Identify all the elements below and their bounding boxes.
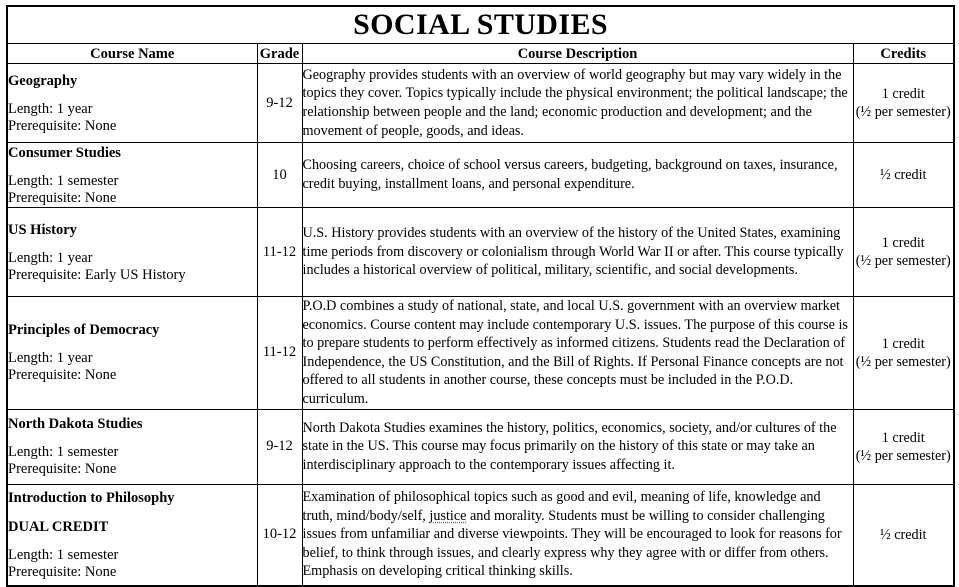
course-grade: 11-12	[257, 208, 302, 297]
spellcheck-marked-word: justice	[429, 507, 467, 524]
description-text: U.S. History provides students with an overview of the history of the United States, examining time periods from discovery or colonialism through World War II or after. This course typically includes a historical overview of political, military, scientific, and social developments.	[302, 225, 844, 279]
course-name-cell	[7, 297, 257, 410]
course-credits	[853, 143, 954, 208]
course-prerequisite: Prerequisite: None	[8, 367, 117, 384]
course-title: Consumer Studies	[8, 144, 121, 161]
title-row	[7, 6, 954, 44]
course-prerequisite: Prerequisite: None	[8, 563, 117, 580]
credit-amount: 1 credit	[881, 335, 925, 352]
course-credits	[853, 297, 954, 410]
course-description	[302, 484, 853, 586]
course-length: Length: 1 year	[8, 249, 93, 266]
social-studies-course-table	[6, 5, 955, 587]
description-text: North Dakota Studies examines the history, politics, economics, society, and/or cultures of the state in the US. This course may focus primarily on the history of this state or may take an interdisciplinary approach to the contemporary issues affecting it.	[302, 419, 837, 473]
description-text-before-mark: Examination of philosophical topics such as good and evil, meaning of life, knowledge and truth, mind/body/self,	[302, 489, 821, 524]
course-description	[302, 143, 853, 208]
course-grade: 10-12	[257, 484, 302, 586]
course-credits	[853, 64, 954, 143]
credit-note: (½ per semester)	[855, 104, 951, 120]
table-row	[7, 484, 954, 586]
course-title: Introduction to Philosophy	[8, 489, 175, 506]
course-description	[302, 208, 853, 297]
column-header-course-description: Course Description	[302, 44, 853, 64]
course-name-cell	[7, 484, 257, 586]
page-title-cell	[7, 6, 954, 44]
credit-amount: 1 credit	[881, 429, 925, 446]
table-row	[7, 208, 954, 297]
course-grade: 10	[257, 143, 302, 208]
course-credits	[853, 208, 954, 297]
course-title: North Dakota Studies	[8, 416, 143, 433]
course-grade: 9-12	[257, 64, 302, 143]
credit-amount: ½ credit	[880, 526, 927, 543]
credit-amount: 1 credit	[881, 235, 925, 251]
course-name-cell	[7, 64, 257, 143]
table-row	[7, 297, 954, 410]
course-name-cell	[7, 208, 257, 297]
credit-note: (½ per semester)	[855, 253, 951, 269]
column-header-grade: Grade	[257, 44, 302, 64]
credit-amount: 1 credit	[881, 86, 925, 102]
table-row	[7, 143, 954, 208]
table-row	[7, 409, 954, 484]
table-row	[7, 64, 954, 143]
course-length: Length: 1 semester	[8, 172, 119, 189]
course-description	[302, 297, 853, 410]
course-credits	[853, 484, 954, 586]
course-prerequisite: Prerequisite: Early US History	[8, 266, 186, 283]
course-name-cell	[7, 143, 257, 208]
course-title: US History	[8, 221, 77, 238]
credit-note: (½ per semester)	[855, 447, 951, 464]
description-text-after-mark: and morality. Students must be willing to consider challenging issues from unfamiliar and diverse viewpoints. They will be encouraged to look for reasons for belief, to think through issues, and clearly express why they agree with or differ from others. Emphasis on developing critical thinking skills.	[302, 507, 842, 580]
dual-credit-label: DUAL CREDIT	[8, 518, 109, 535]
credit-amount: ½ credit	[880, 167, 927, 183]
course-length: Length: 1 year	[8, 350, 93, 367]
page-title: SOCIAL STUDIES	[353, 8, 608, 41]
course-credits	[853, 409, 954, 484]
description-text: P.O.D combines a study of national, state, and local U.S. government with an overview market economics. Course content may include contemporary U.S. issues. The purpose of this course is to prepare students to perform effectively as informed citizens. Students read the Declaration of Independence, the US Constitution, and the Bill of Rights. If Personal Finance concepts are not offered to all students in another course, these concepts must be included in the P.O.D. curriculum.	[302, 298, 848, 407]
course-name-cell	[7, 409, 257, 484]
description-text: Geography provides students with an overview of world geography but may vary widely in the topics they cover. Topics typically include the physical environment; the political landscape; the relationship between people and the land; economic production and development; and the movement of people, goods, and ideas.	[302, 66, 848, 139]
course-length: Length: 1 semester	[8, 546, 119, 563]
course-prerequisite: Prerequisite: None	[8, 461, 117, 478]
description-text: Choosing careers, choice of school versus careers, budgeting, background on taxes, insurance, credit buying, installment loans, and personal expenditure.	[302, 157, 838, 192]
course-prerequisite: Prerequisite: None	[8, 189, 117, 206]
course-description	[302, 409, 853, 484]
course-length: Length: 1 year	[8, 100, 93, 117]
course-prerequisite: Prerequisite: None	[8, 117, 117, 134]
course-grade: 11-12	[257, 297, 302, 410]
column-header-course-name: Course Name	[7, 44, 257, 64]
course-length: Length: 1 semester	[8, 444, 119, 461]
credit-note: (½ per semester)	[855, 353, 951, 370]
column-header-credits: Credits	[853, 44, 954, 64]
course-title: Geography	[8, 72, 78, 89]
table-body	[7, 6, 954, 586]
course-description	[302, 64, 853, 143]
course-grade: 9-12	[257, 409, 302, 484]
header-row	[7, 44, 954, 64]
course-title: Principles of Democracy	[8, 322, 160, 339]
